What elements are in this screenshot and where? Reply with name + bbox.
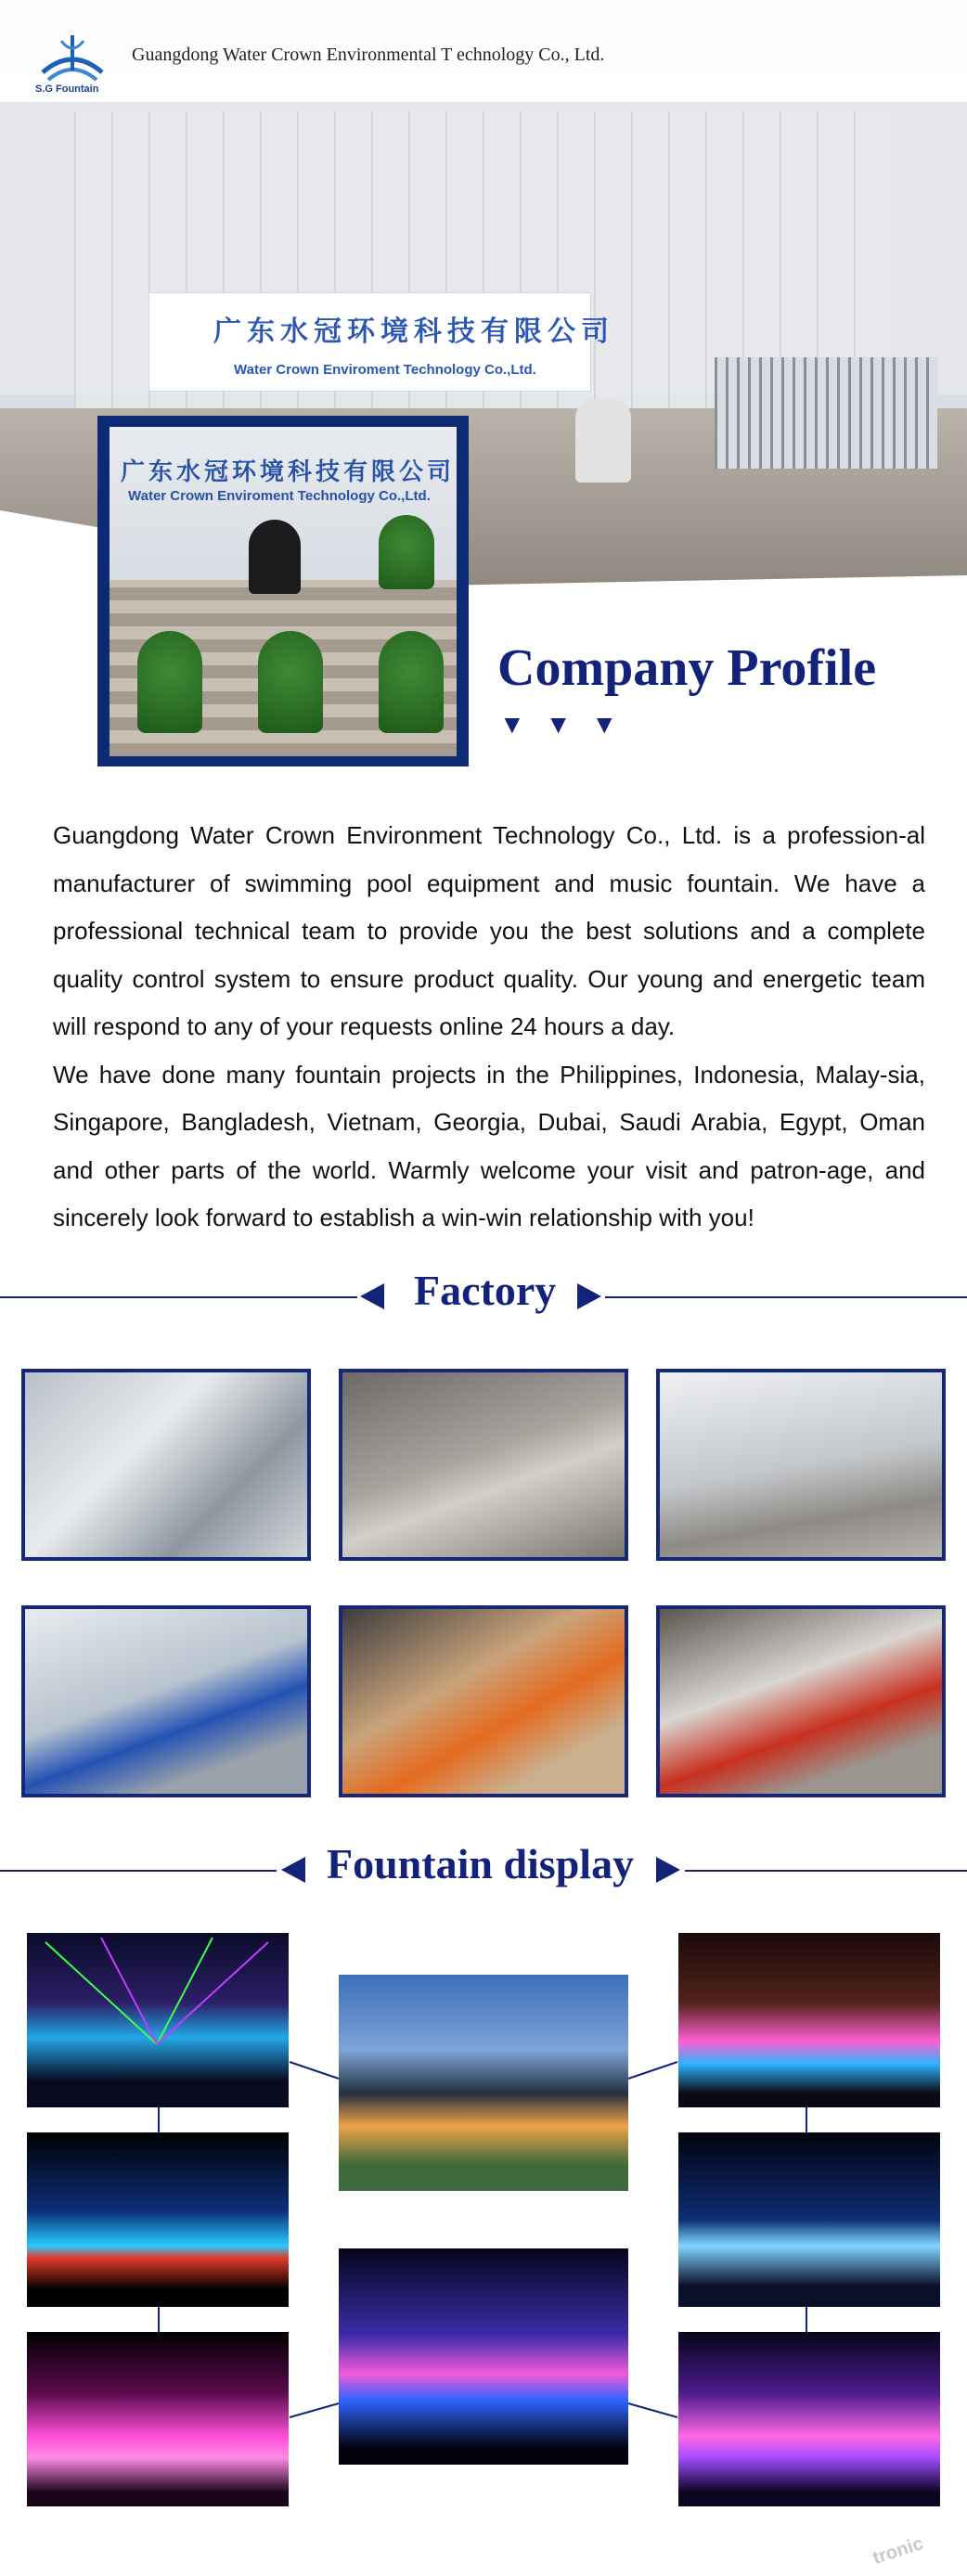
profile-paragraph: Guangdong Water Crown Environment Technology Co., Ltd. is a profession-al manufacturer of swimming pool equipment and music fountain. We have a professional technical team to provide you the best solutions and a complete quality control system to ensure product quality. Our young and energetic team will respond to any of your requests online 24 hours a day. xyxy=(53,821,925,1040)
potted-plant xyxy=(379,631,444,733)
signboard-english-text: Water Crown Enviroment Technology Co.,Ltd. xyxy=(234,362,536,378)
triangle-right-icon xyxy=(577,1283,601,1309)
fountain-photo-purple-show xyxy=(678,2332,940,2506)
factory-photo-inspection xyxy=(21,1605,311,1797)
fountain-photo-blue-arcs xyxy=(27,2132,289,2307)
fountain-photo-blue-jets xyxy=(678,2132,940,2307)
profile-paragraph: We have done many fountain projects in the Philippines, Indonesia, Malay-sia, Singapore, Bangladesh, Vietnam, Georgia, Dubai, Saudi Arabia, Egypt, Oman and other parts of the world. Warmly welcome your visit and patron-age, and sincerely look forward to establish a win-win relationship with you! xyxy=(53,1060,925,1231)
flower-plant xyxy=(379,515,434,589)
reception-photo xyxy=(110,427,457,756)
reception-english-text: Water Crown Enviroment Technology Co.,Ltd. xyxy=(128,488,431,504)
company-profile-title: Company Profile xyxy=(497,639,877,697)
fountain-photo-night-colors xyxy=(678,1933,940,2107)
triangle-left-icon xyxy=(360,1283,384,1309)
triangle-right-icon xyxy=(656,1857,680,1883)
factory-title: Factory xyxy=(414,1267,557,1314)
factory-photo-nozzles xyxy=(656,1369,946,1561)
company-profile-text xyxy=(53,812,925,1243)
company-name: Guangdong Water Crown Environmental T echnology Co., Ltd. xyxy=(132,45,605,65)
factory-photo-loading-container xyxy=(656,1605,946,1797)
logo-text: S.G Fountain xyxy=(35,84,99,95)
chevron-down-icons: ▼▼▼ xyxy=(499,710,638,739)
reception-chinese-text: 广东水冠环境科技有限公司 xyxy=(121,458,456,486)
triangle-left-icon xyxy=(281,1857,305,1883)
fountain-heading-line-right xyxy=(685,1870,967,1872)
fountain-heading-line-left xyxy=(0,1870,277,1872)
fountain-photo-laser-show xyxy=(27,1933,289,2107)
fountain-photo-city-fountain xyxy=(339,1975,628,2191)
factory-photo-pipes xyxy=(339,1369,628,1561)
fountain-photo-lake-show xyxy=(339,2248,628,2465)
watermark-text: tronic xyxy=(870,2532,926,2570)
fountain-photo-pink-jets xyxy=(27,2332,289,2506)
fountain-display-title: Fountain display xyxy=(327,1840,635,1887)
receptionist-figure xyxy=(249,520,301,594)
potted-plant xyxy=(258,631,323,733)
potted-plant xyxy=(137,631,202,733)
signboard-chinese-text: 广东水冠环境科技有限公司 xyxy=(213,316,614,348)
factory-heading-line-left xyxy=(0,1296,357,1298)
factory-photo-loading-van xyxy=(339,1605,628,1797)
factory-heading-line-right xyxy=(605,1296,967,1298)
factory-photo-tanks xyxy=(21,1369,311,1561)
